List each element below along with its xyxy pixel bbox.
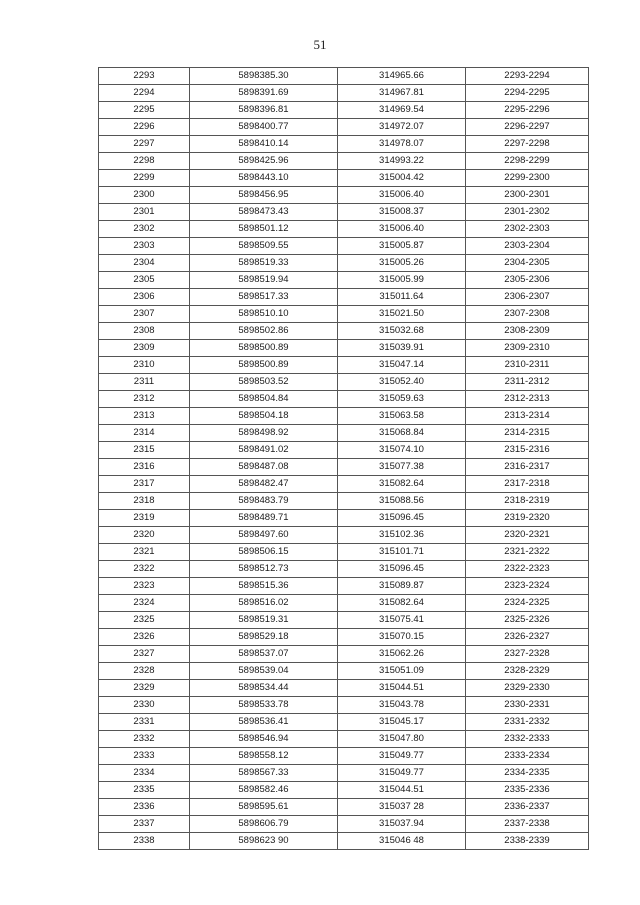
segment-cell: 2311-2312 [466, 374, 589, 391]
point-number-cell: 2336 [99, 799, 190, 816]
x-coordinate-cell: 5898396.81 [190, 102, 338, 119]
segment-cell: 2325-2326 [466, 612, 589, 629]
table-row [99, 595, 589, 612]
segment-cell: 2334-2335 [466, 765, 589, 782]
segment-cell: 2317-2318 [466, 476, 589, 493]
y-coordinate-cell: 315043.78 [338, 697, 466, 714]
x-coordinate-cell: 5898473.43 [190, 204, 338, 221]
segment-cell: 2337-2338 [466, 816, 589, 833]
table-row [99, 289, 589, 306]
y-coordinate-cell: 315037.94 [338, 816, 466, 833]
segment-cell: 2326-2327 [466, 629, 589, 646]
page-number: 51 [313, 37, 327, 52]
table-row [99, 204, 589, 221]
y-coordinate-cell: 315047.14 [338, 357, 466, 374]
x-coordinate-cell: 5898558.12 [190, 748, 338, 765]
segment-cell: 2320-2321 [466, 527, 589, 544]
y-coordinate-cell: 315044.51 [338, 680, 466, 697]
y-coordinate-cell: 314972.07 [338, 119, 466, 136]
y-coordinate-cell: 315032.68 [338, 323, 466, 340]
table-row [99, 493, 589, 510]
x-coordinate-cell: 5898567.33 [190, 765, 338, 782]
table-row [99, 102, 589, 119]
table-row [99, 272, 589, 289]
point-number-cell: 2314 [99, 425, 190, 442]
point-number-cell: 2334 [99, 765, 190, 782]
table-row [99, 374, 589, 391]
segment-cell: 2316-2317 [466, 459, 589, 476]
table-row [99, 408, 589, 425]
segment-cell: 2304-2305 [466, 255, 589, 272]
point-number-cell: 2332 [99, 731, 190, 748]
segment-cell: 2331-2332 [466, 714, 589, 731]
y-coordinate-cell: 315005.87 [338, 238, 466, 255]
table-row [99, 85, 589, 102]
point-number-cell: 2299 [99, 170, 190, 187]
x-coordinate-cell: 5898425.96 [190, 153, 338, 170]
y-coordinate-cell: 315006.40 [338, 187, 466, 204]
point-number-cell: 2313 [99, 408, 190, 425]
table-row [99, 765, 589, 782]
segment-cell: 2315-2316 [466, 442, 589, 459]
segment-cell: 2333-2334 [466, 748, 589, 765]
y-coordinate-cell: 315049.77 [338, 748, 466, 765]
y-coordinate-cell: 314978.07 [338, 136, 466, 153]
x-coordinate-cell: 5898516.02 [190, 595, 338, 612]
point-number-cell: 2307 [99, 306, 190, 323]
y-coordinate-cell: 315006.40 [338, 221, 466, 238]
point-number-cell: 2310 [99, 357, 190, 374]
x-coordinate-cell: 5898483.79 [190, 493, 338, 510]
x-coordinate-cell: 5898500.89 [190, 340, 338, 357]
table-row [99, 357, 589, 374]
segment-cell: 2336-2337 [466, 799, 589, 816]
segment-cell: 2294-2295 [466, 85, 589, 102]
table-row [99, 459, 589, 476]
x-coordinate-cell: 5898509.55 [190, 238, 338, 255]
point-number-cell: 2305 [99, 272, 190, 289]
y-coordinate-cell: 315059.63 [338, 391, 466, 408]
y-coordinate-cell: 315045.17 [338, 714, 466, 731]
y-coordinate-cell: 315082.64 [338, 595, 466, 612]
point-number-cell: 2331 [99, 714, 190, 731]
table-row [99, 663, 589, 680]
x-coordinate-cell: 5898546.94 [190, 731, 338, 748]
coordinates-table-body [99, 68, 589, 850]
y-coordinate-cell: 314969.54 [338, 102, 466, 119]
point-number-cell: 2302 [99, 221, 190, 238]
point-number-cell: 2325 [99, 612, 190, 629]
segment-cell: 2319-2320 [466, 510, 589, 527]
point-number-cell: 2293 [99, 68, 190, 85]
x-coordinate-cell: 5898519.31 [190, 612, 338, 629]
y-coordinate-cell: 315088.56 [338, 493, 466, 510]
y-coordinate-cell: 314967.81 [338, 85, 466, 102]
segment-cell: 2310-2311 [466, 357, 589, 374]
table-row [99, 442, 589, 459]
segment-cell: 2300-2301 [466, 187, 589, 204]
table-row [99, 238, 589, 255]
y-coordinate-cell: 315089.87 [338, 578, 466, 595]
point-number-cell: 2321 [99, 544, 190, 561]
x-coordinate-cell: 5898539.04 [190, 663, 338, 680]
segment-cell: 2303-2304 [466, 238, 589, 255]
segment-cell: 2324-2325 [466, 595, 589, 612]
table-row [99, 612, 589, 629]
y-coordinate-cell: 315052.40 [338, 374, 466, 391]
table-row [99, 833, 589, 850]
point-number-cell: 2316 [99, 459, 190, 476]
x-coordinate-cell: 5898503.52 [190, 374, 338, 391]
table-row [99, 153, 589, 170]
y-coordinate-cell: 315044.51 [338, 782, 466, 799]
x-coordinate-cell: 5898517.33 [190, 289, 338, 306]
y-coordinate-cell: 315051.09 [338, 663, 466, 680]
x-coordinate-cell: 5898497.60 [190, 527, 338, 544]
table-row [99, 561, 589, 578]
point-number-cell: 2298 [99, 153, 190, 170]
segment-cell: 2308-2309 [466, 323, 589, 340]
point-number-cell: 2320 [99, 527, 190, 544]
table-row [99, 255, 589, 272]
segment-cell: 2305-2306 [466, 272, 589, 289]
table-row [99, 425, 589, 442]
y-coordinate-cell: 315074.10 [338, 442, 466, 459]
table-row [99, 136, 589, 153]
x-coordinate-cell: 5898582.46 [190, 782, 338, 799]
segment-cell: 2295-2296 [466, 102, 589, 119]
table-row [99, 527, 589, 544]
y-coordinate-cell: 315096.45 [338, 561, 466, 578]
y-coordinate-cell: 315101.71 [338, 544, 466, 561]
table-row [99, 646, 589, 663]
x-coordinate-cell: 5898482.47 [190, 476, 338, 493]
point-number-cell: 2296 [99, 119, 190, 136]
segment-cell: 2338-2339 [466, 833, 589, 850]
segment-cell: 2302-2303 [466, 221, 589, 238]
y-coordinate-cell: 315047.80 [338, 731, 466, 748]
point-number-cell: 2308 [99, 323, 190, 340]
x-coordinate-cell: 5898400.77 [190, 119, 338, 136]
y-coordinate-cell: 315096.45 [338, 510, 466, 527]
x-coordinate-cell: 5898491.02 [190, 442, 338, 459]
point-number-cell: 2337 [99, 816, 190, 833]
point-number-cell: 2335 [99, 782, 190, 799]
point-number-cell: 2300 [99, 187, 190, 204]
point-number-cell: 2330 [99, 697, 190, 714]
point-number-cell: 2329 [99, 680, 190, 697]
segment-cell: 2314-2315 [466, 425, 589, 442]
y-coordinate-cell: 315082.64 [338, 476, 466, 493]
segment-cell: 2293-2294 [466, 68, 589, 85]
y-coordinate-cell: 315070.15 [338, 629, 466, 646]
segment-cell: 2321-2322 [466, 544, 589, 561]
point-number-cell: 2317 [99, 476, 190, 493]
table-row [99, 119, 589, 136]
table-row [99, 391, 589, 408]
point-number-cell: 2327 [99, 646, 190, 663]
segment-cell: 2329-2330 [466, 680, 589, 697]
point-number-cell: 2306 [99, 289, 190, 306]
table-row [99, 68, 589, 85]
segment-cell: 2298-2299 [466, 153, 589, 170]
y-coordinate-cell: 315049.77 [338, 765, 466, 782]
y-coordinate-cell: 315075.41 [338, 612, 466, 629]
x-coordinate-cell: 5898519.33 [190, 255, 338, 272]
x-coordinate-cell: 5898623 90 [190, 833, 338, 850]
x-coordinate-cell: 5898529.18 [190, 629, 338, 646]
segment-cell: 2297-2298 [466, 136, 589, 153]
segment-cell: 2322-2323 [466, 561, 589, 578]
point-number-cell: 2294 [99, 85, 190, 102]
point-number-cell: 2301 [99, 204, 190, 221]
y-coordinate-cell: 315008.37 [338, 204, 466, 221]
y-coordinate-cell: 315077.38 [338, 459, 466, 476]
x-coordinate-cell: 5898537.07 [190, 646, 338, 663]
x-coordinate-cell: 5898501.12 [190, 221, 338, 238]
y-coordinate-cell: 315039.91 [338, 340, 466, 357]
x-coordinate-cell: 5898385.30 [190, 68, 338, 85]
point-number-cell: 2324 [99, 595, 190, 612]
segment-cell: 2318-2319 [466, 493, 589, 510]
x-coordinate-cell: 5898536.41 [190, 714, 338, 731]
segment-cell: 2330-2331 [466, 697, 589, 714]
x-coordinate-cell: 5898534.44 [190, 680, 338, 697]
x-coordinate-cell: 5898498.92 [190, 425, 338, 442]
x-coordinate-cell: 5898533.78 [190, 697, 338, 714]
x-coordinate-cell: 5898489.71 [190, 510, 338, 527]
y-coordinate-cell: 315021.50 [338, 306, 466, 323]
table-row [99, 697, 589, 714]
x-coordinate-cell: 5898506.15 [190, 544, 338, 561]
point-number-cell: 2328 [99, 663, 190, 680]
table-row [99, 510, 589, 527]
segment-cell: 2312-2313 [466, 391, 589, 408]
segment-cell: 2327-2328 [466, 646, 589, 663]
point-number-cell: 2309 [99, 340, 190, 357]
x-coordinate-cell: 5898502.86 [190, 323, 338, 340]
table-row [99, 799, 589, 816]
point-number-cell: 2326 [99, 629, 190, 646]
point-number-cell: 2338 [99, 833, 190, 850]
table-row [99, 323, 589, 340]
table-row [99, 476, 589, 493]
y-coordinate-cell: 315063.58 [338, 408, 466, 425]
y-coordinate-cell: 315037 28 [338, 799, 466, 816]
y-coordinate-cell: 314965.66 [338, 68, 466, 85]
table-row [99, 187, 589, 204]
table-row [99, 748, 589, 765]
point-number-cell: 2315 [99, 442, 190, 459]
table-row [99, 544, 589, 561]
point-number-cell: 2333 [99, 748, 190, 765]
x-coordinate-cell: 5898500.89 [190, 357, 338, 374]
y-coordinate-cell: 314993.22 [338, 153, 466, 170]
x-coordinate-cell: 5898410.14 [190, 136, 338, 153]
x-coordinate-cell: 5898595.61 [190, 799, 338, 816]
y-coordinate-cell: 315011.64 [338, 289, 466, 306]
x-coordinate-cell: 5898504.18 [190, 408, 338, 425]
y-coordinate-cell: 315004.42 [338, 170, 466, 187]
table-row [99, 340, 589, 357]
table-row [99, 170, 589, 187]
x-coordinate-cell: 5898443.10 [190, 170, 338, 187]
point-number-cell: 2322 [99, 561, 190, 578]
y-coordinate-cell: 315046 48 [338, 833, 466, 850]
y-coordinate-cell: 315068.84 [338, 425, 466, 442]
table-row [99, 731, 589, 748]
point-number-cell: 2304 [99, 255, 190, 272]
table-row [99, 221, 589, 238]
x-coordinate-cell: 5898456.95 [190, 187, 338, 204]
segment-cell: 2335-2336 [466, 782, 589, 799]
table-row [99, 714, 589, 731]
segment-cell: 2296-2297 [466, 119, 589, 136]
y-coordinate-cell: 315005.99 [338, 272, 466, 289]
table-row [99, 816, 589, 833]
table-row [99, 629, 589, 646]
y-coordinate-cell: 315062.26 [338, 646, 466, 663]
x-coordinate-cell: 5898487.08 [190, 459, 338, 476]
segment-cell: 2323-2324 [466, 578, 589, 595]
x-coordinate-cell: 5898510.10 [190, 306, 338, 323]
y-coordinate-cell: 315005.26 [338, 255, 466, 272]
point-number-cell: 2323 [99, 578, 190, 595]
segment-cell: 2306-2307 [466, 289, 589, 306]
point-number-cell: 2318 [99, 493, 190, 510]
segment-cell: 2328-2329 [466, 663, 589, 680]
coordinates-table [98, 67, 589, 850]
table-row [99, 680, 589, 697]
x-coordinate-cell: 5898519.94 [190, 272, 338, 289]
y-coordinate-cell: 315102.36 [338, 527, 466, 544]
x-coordinate-cell: 5898504.84 [190, 391, 338, 408]
point-number-cell: 2311 [99, 374, 190, 391]
segment-cell: 2299-2300 [466, 170, 589, 187]
x-coordinate-cell: 5898515.36 [190, 578, 338, 595]
segment-cell: 2309-2310 [466, 340, 589, 357]
x-coordinate-cell: 5898606.79 [190, 816, 338, 833]
table-row [99, 578, 589, 595]
x-coordinate-cell: 5898391.69 [190, 85, 338, 102]
point-number-cell: 2297 [99, 136, 190, 153]
x-coordinate-cell: 5898512.73 [190, 561, 338, 578]
point-number-cell: 2303 [99, 238, 190, 255]
segment-cell: 2313-2314 [466, 408, 589, 425]
segment-cell: 2301-2302 [466, 204, 589, 221]
segment-cell: 2307-2308 [466, 306, 589, 323]
point-number-cell: 2312 [99, 391, 190, 408]
segment-cell: 2332-2333 [466, 731, 589, 748]
point-number-cell: 2319 [99, 510, 190, 527]
point-number-cell: 2295 [99, 102, 190, 119]
table-row [99, 306, 589, 323]
table-row [99, 782, 589, 799]
